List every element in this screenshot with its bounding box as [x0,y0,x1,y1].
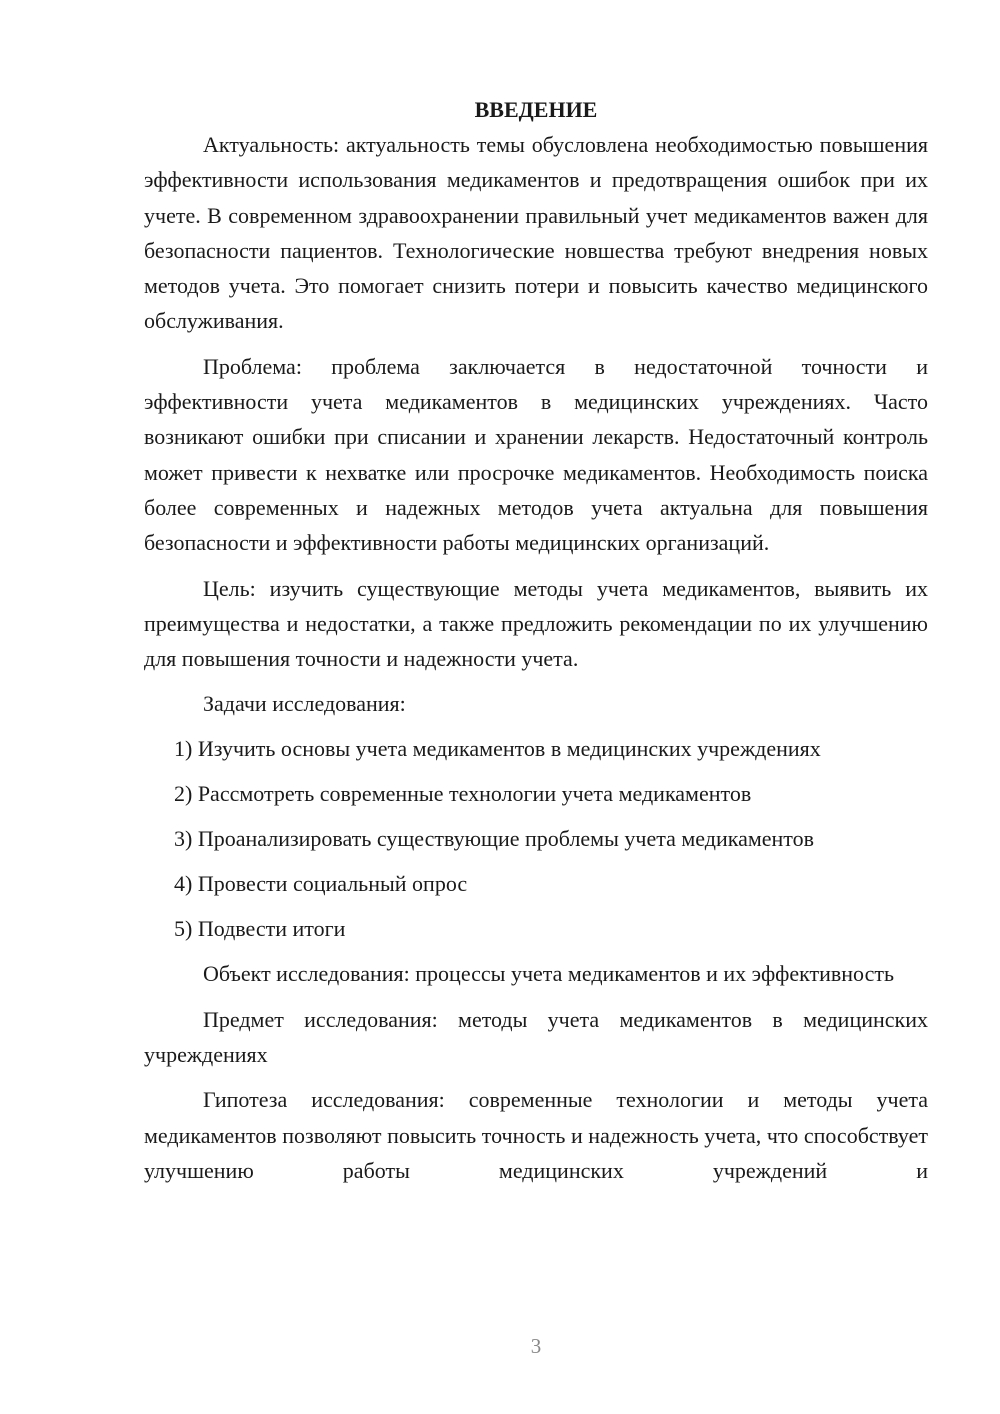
paragraph-goal: Цель: изучить существующие методы учета медикаментов, выявить их преимущества и недостатки, а также предложить рекомендации по их улучшению для повышения точности и надежности учета. [144,575,928,672]
tasks-title: Задачи исследования: [203,691,406,717]
page-number: 3 [530,1334,542,1358]
list-item: 5) Подвести итоги [174,916,346,942]
list-item: 1) Изучить основы учета медикаментов в медицинских учреждениях [174,736,821,762]
paragraph-object: Объект исследования: процессы учета медикаментов и их эффективность [203,961,894,987]
document-page [144,92,928,1188]
paragraph-hypothesis: Гипотеза исследования: современные технологии и методы учета медикаментов позволяют повысить точность и надежность учета, что способствует улучшению работы медицинских учреждений и [144,1087,928,1183]
list-item: 4) Провести социальный опрос [174,871,468,897]
list-item: 3) Проанализировать существующие проблемы учета медикаментов [174,826,815,852]
paragraph-relevance: Актуальность: актуальность темы обусловлена необходимостью повышения эффективности использования медикаментов и предотвращения ошибок при их учете. В современном здравоохранении правильный учет медикаментов важен для безопасности пациентов. Технологические новшества требуют внедрения новых методов учета. Это помогает снизить потери и повысить качество медицинского обслуживания. [144,132,928,334]
paragraph-subject: Предмет исследования: методы учета медикаментов в медицинских учреждениях [144,1006,928,1068]
section-heading: ВВЕДЕНИЕ [474,97,598,122]
list-item: 2) Рассмотреть современные технологии учета медикаментов [174,781,752,807]
tasks-list [144,731,928,946]
paragraph-problem: Проблема: проблема заключается в недостаточной точности и эффективности учета медикаментов в медицинских учреждениях. Часто возникают ошибки при списании и хранении лекарств. Недостаточный контроль может привести к нехватке или просрочке медикаментов. Необходимость поиска более современных и надежных методов учета актуальна для повышения безопасности и эффективности работы медицинских организаций. [144,353,928,556]
